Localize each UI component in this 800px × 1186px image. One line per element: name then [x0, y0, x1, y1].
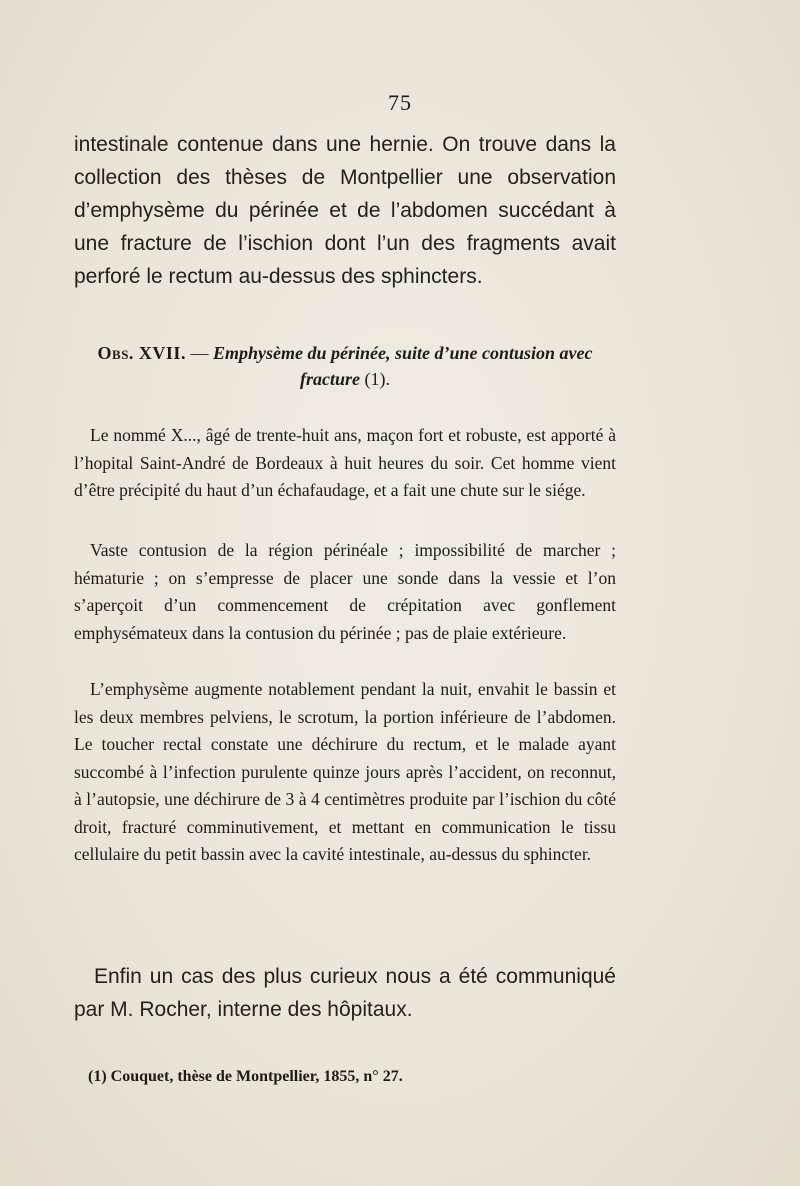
footnote: (1) Couquet, thèse de Montpellier, 1855, n° 27. — [88, 1068, 403, 1085]
intro-paragraph: intestinale contenue dans une hernie. On trouve dans la collection des thèses de Montpellier une observation d’emphysème du périnée et de l’abdomen succédant à une fracture de l’ischion dont l’un des fragments avait perforé le rectum au-dessus des sphincters. — [74, 133, 616, 288]
observation-label: Obs. XVII. — [97, 343, 186, 363]
observation-title: Emphysème du périnée, suite d’une contusion avec fracture — [212, 343, 593, 389]
observation-paragraph-1: Le nommé X..., âgé de trente-huit ans, maçon fort et robuste, est apporté à l’hopital Saint-André de Bordeaux à huit heures du soir. Cet homme vient d’être précipité du haut d’un échafaudage, et a fait une chute sur le siége. — [74, 425, 616, 500]
observation-note-ref: (1). — [360, 369, 390, 389]
observation-heading — [74, 340, 616, 392]
observation-paragraph-3: L’emphysème augmente notablement pendant la nuit, envahit le bassin et les deux membres pelviens, le scrotum, la portion inférieure de l’abdomen. Le toucher rectal constate une déchirure du rectum, et le malade ayant succombé à l’infection purulente quinze jours après l’accident, on reconnut, à l’autopsie, une déchirure de 3 à 4 centimètres produite par l’ischion du côté droit, fracturé comminutivement, et mettant en communication le tissu cellulaire du petit bassin avec la cavité intestinale, au-dessus du sphincter. — [74, 679, 616, 864]
closing-paragraph: Enfin un cas des plus curieux nous a été communiqué par M. Rocher, interne des hôpitaux. — [74, 965, 616, 1021]
observation-paragraph-2: Vaste contusion de la région périnéale ; impossibilité de marcher ; hématurie ; on s’empresse de placer une sonde dans la vessie et l’on s’aperçoit d’un commencement de crépitation avec gonflement emphysémateux dans la contusion du périnée ; pas de plaie extérieure. — [74, 540, 616, 643]
observation-dash: — — [185, 343, 213, 363]
page-number: 75 — [388, 90, 412, 115]
